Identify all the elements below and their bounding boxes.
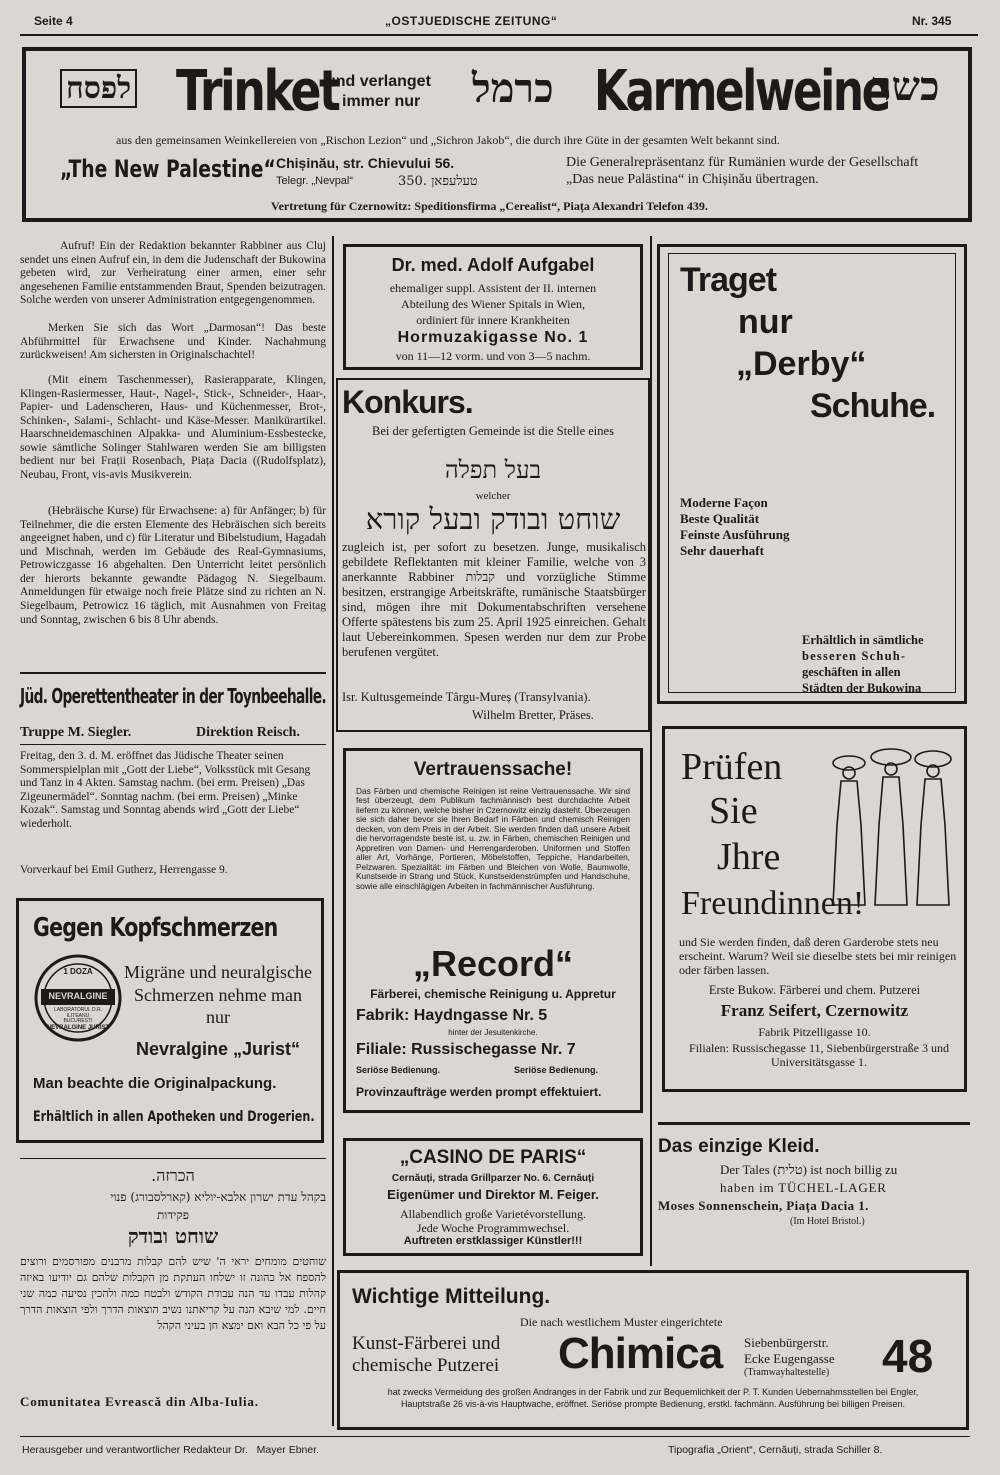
- kleid-l3: Moses Sonnenschein, Piața Dacia 1.: [658, 1198, 869, 1213]
- nevralgine-tin: [33, 953, 123, 1043]
- tin-brand: NEVRALGINE: [48, 991, 108, 1001]
- hebrew-line2: פקידות: [156, 1208, 189, 1222]
- konkurs-title: Konkurs.: [342, 384, 473, 420]
- kurse-paragraph: (Hebräische Kurse) für Erwachsene: a) für Anfänger; b) für Teilnehmer, die die ersten Elemente des Hebräischen sich bereits angeeignet haben, und c) für Literatur und Bibelstudium, Hagadah und Mischnah, werden im Gebäude des Real-Gymnasiums, Petrowiczgasse 16 abgehalten. Den Unterricht leitet persönlich der hierorts bekannte gewandte Pädagog N. Siegelbaum. Anmeldungen für etwaige noch freie Plätze sind zu richten an N. Siegelbaum, Petrowicz 16 täglich, mit Ausnahmen von Freitag und Sonntag, zwischen 6 bis 8 Uhr abends.: [20, 505, 326, 626]
- pruefen-filialen: Filialen: Russischegasse 11, Siebenbürgerstraße 3 und Universitätsgasse 1.: [689, 1041, 949, 1070]
- pruefen-l2: Sie: [709, 790, 758, 832]
- kleid-title: Das einzige Kleid.: [658, 1136, 820, 1157]
- konkurs-intro: Bei der gefertigten Gemeinde ist die Stelle eines: [372, 424, 614, 438]
- comunitatea: Comunitatea Evreascǎ din Alba-Iulia.: [20, 1394, 259, 1409]
- kleid-top-rule: [658, 1122, 970, 1125]
- kopf-beachte: Man beachte die Originalpackung.: [33, 1075, 277, 1092]
- chimica-chem: chemische Putzerei: [352, 1355, 500, 1376]
- footer-rule: [20, 1436, 970, 1437]
- pruefen-l4: Freundinnen!: [681, 885, 865, 922]
- header-rule: [20, 34, 978, 36]
- top-wine-ad: [22, 47, 972, 222]
- casino-line2: Eigenümer und Direktor M. Feiger.: [387, 1187, 599, 1202]
- kopf-title: Gegen Kopfschmerzen: [33, 913, 278, 943]
- und-verlanget: und verlanget: [326, 73, 431, 90]
- operette-truppe: Truppe M. Siegler.: [20, 725, 132, 740]
- konkurs-sign1: Isr. Kultusgemeinde Târgu-Mureș (Transylvania).: [342, 690, 591, 704]
- aufgabel-ad: [343, 244, 643, 370]
- record-ad: [343, 748, 643, 1113]
- derby-f4: Sehr dauerhaft: [680, 543, 764, 558]
- record-sub: Färberei, chemische Reinigung u. Appretur: [370, 987, 616, 1001]
- derby-f2: Beste Qualität: [680, 511, 760, 526]
- pruefen-fabrik: Fabrik Pitzelligasse 10.: [758, 1025, 871, 1039]
- kopf-erhaeltlich: Erhältlich in allen Apotheken und Drogerien.: [33, 1109, 315, 1125]
- column-rule-2: [650, 236, 652, 1266]
- chimica-addr1: Siebenbürgerstr.: [744, 1335, 829, 1350]
- footer-printer: Tipografia „Orient“, Cernăuți, strada Schiller 8.: [668, 1444, 883, 1456]
- chimica-kunst: Kunst-Färberei und: [352, 1333, 501, 1354]
- chimica-addr3: (Tramwayhaltestelle): [744, 1367, 830, 1378]
- heb-carmel: כרמל: [472, 65, 554, 112]
- operette-top-rule: [20, 672, 326, 674]
- casino-line5: Auftreten erstklassiger Künstler!!!: [403, 1235, 583, 1247]
- derby-f1: Moderne Façon: [680, 495, 768, 510]
- generalrepraesentanz: Die Generalrepräsentanz für Rumänien wurde der Gesellschaft „Das neue Palästina“ in Chișinău übertragen.: [566, 155, 919, 187]
- hebrew-body: שוחטים מומחים יראי ה' שיש להם קבלות מרבנים מפורסמים ורוצים להספח אל כהונה זו ישלחו העתקת מן הקבלות שלהם גם יודיעו באיזה קהלות עבדו עד הנה עבודת הקודש ולבטח כמה ולהכין נסיעה כמה שני חיים. למי שיבא הנה על קריאתנו נשיב הוצאות הדרך ולפי הוצאות הדרך על פי כל הבא ואם ימצא חן בעיני הקהל: [20, 1255, 326, 1332]
- aufgabel-title: Dr. med. Adolf Aufgabel: [391, 255, 595, 275]
- darmosan-paragraph: Merken Sie sich das Wort „Darmosan“! Das beste Abführmittel für Erwachsene und Kinder. Nachahmung zurückweisen! Am sichersten in Originalschachtel!: [20, 322, 326, 362]
- chimica-ad: [337, 1270, 969, 1430]
- chisinau-address: Chișinău, str. Chievului 56.: [276, 155, 455, 171]
- aufgabel-l1: ehemaliger suppl. Assistent der II. internen: [389, 281, 597, 295]
- derby-e2: besseren Schuh-: [802, 649, 907, 663]
- record-fabrik-sub: hinter der Jesuitenkirche.: [448, 1028, 538, 1037]
- pruefen-l1: Prüfen: [681, 746, 783, 788]
- chimica-text: hat zwecks Vermeidung des großen Andranges in der Fabrik und zur Bequemlichkeit der P. T. Kunden Uebernahmsstellen bei Engler, Hauptstraße 26 vis-à-vis Hauptwache, eröffnet. Seriöse prompte Bedienung, erstkl. fachmänn. Ausführung bei billigen Preisen.: [387, 1387, 919, 1409]
- derby-f3: Feinste Ausführung: [680, 527, 790, 542]
- tin-sub: LABORATORUL D.R. ILITEANU BUCURESTI: [54, 1007, 102, 1024]
- record-name: „Record“: [412, 943, 574, 984]
- chimica-title: Wichtige Mitteilung.: [352, 1285, 551, 1308]
- aufgabel-l3: ordiniert für innere Krankheiten: [416, 313, 570, 327]
- aufgabel-l2: Abteilung des Wiener Spitals in Wien,: [401, 297, 585, 311]
- casino-line1: Cernăuți, strada Grillparzer No. 6. Cernăuți: [391, 1173, 595, 1184]
- record-seriose1: Seriöse Bedienung.: [356, 1065, 441, 1075]
- page-number: Seite 4: [34, 14, 73, 28]
- chimica-num: 48: [882, 1330, 934, 1382]
- record-title: Vertrauenssache!: [413, 759, 573, 780]
- kopfschmerzen-ad: [16, 898, 324, 1143]
- newspaper-title: „OSTJUEDISCHE ZEITUNG“: [385, 14, 558, 28]
- chimica-name: Chimica: [558, 1329, 723, 1378]
- kleid-l4: (Im Hotel Bristol.): [790, 1216, 865, 1227]
- issue-number: Nr. 345: [912, 14, 952, 28]
- casino-line3: Allabendlich große Varietévorstellung.: [399, 1207, 587, 1221]
- casino-ad: [343, 1138, 643, 1256]
- pruefen-text: und Sie werden finden, daß deren Garderobe stets neu erscheint. Warum? Weil sie dieselbe stets bei mir reinigen oder färben lassen.: [679, 935, 957, 978]
- heb-kosher: כשר: [872, 63, 940, 110]
- konkurs-heb2: שוחט ובודק ובעל קורא: [365, 502, 621, 536]
- vertretung: Vertretung für Czernowitz: Speditionsfirma „Cerealist“, Piața Alexandri Telefon 439.: [271, 199, 708, 213]
- telephone: 350. טעלעפאן: [398, 174, 478, 189]
- pruefen-ad: [662, 726, 967, 1092]
- operette-direktion: Direktion Reisch.: [196, 725, 300, 740]
- record-provinz: Provinzaufträge werden prompt effektuiert.: [356, 1085, 602, 1099]
- pruefen-owner: Franz Seifert, Czernowitz: [720, 1001, 909, 1020]
- wine-origin-line: aus den gemeinsamen Weinkellereien von „Rischon Lezion“ und „Sichron Jakob“, die durch ihre Güte in der gesamten Welt bekannt sind.: [116, 133, 780, 147]
- kopf-product: Nevralgine „Jurist“: [135, 1039, 301, 1059]
- pruefen-firm: Erste Bukow. Färberei und chem. Putzerei: [708, 983, 921, 997]
- kleid-l1: Der Tales (טלית) ist noch billig zu: [720, 1162, 898, 1177]
- operette-mid-rule: [20, 744, 326, 745]
- aufgabel-address: Hormuzakigasse No. 1: [397, 329, 589, 346]
- casino-line4: Jede Woche Programmwechsel.: [416, 1221, 570, 1235]
- kleid-l2: haben im TÜCHEL-LAGER: [720, 1180, 887, 1195]
- telegram: Telegr. „Nevpal“: [276, 175, 354, 187]
- operette-text: Freitag, den 3. d. M. eröffnet das Jüdische Theater seinen Sommerspielplan mit „Gott der Liebe“, Volksstück mit Gesang und Tanz in 4 Akten. Samstag nachm. (bei erm. Preisen) „Das Zigeunermädel“. Sonntag nachm. (bei erm. Preisen) „Minke Kozak“. Samstag und Sonntag abends wird „Gott der Liebe“ wiederholt.: [20, 750, 311, 830]
- derby-e3: geschäften in allen: [802, 665, 901, 679]
- tin-top: 1 DOZA: [63, 967, 93, 976]
- trinket-title: Trinket: [176, 59, 339, 124]
- pruefen-l3: Jhre: [717, 836, 781, 878]
- konkurs-text: zugleich ist, per sofort zu besetzen. Junge, musikalisch gebildete Reflektanten mit kleiner Familie, welche von 3 anerkannte Rabbiner קבלות und vorzügliche Stimme besitzen, erstrangige Arbeitskräfte, rumänische Staatsbürger sind, mögen ihre mit Dokumentabschriften versehene Offerte spätestens bis zum 25. April 1925 einreichen. Gehalt laut Uebereinkommen. Spesen werden nur dem zur Probe berufenen vergütet.: [342, 540, 646, 659]
- karmelweine-title: Karmelweine: [594, 59, 889, 124]
- derby-l4: Schuhe.: [810, 387, 936, 425]
- konkurs-heb1: בעל תפלה: [444, 456, 542, 484]
- derby-inner-frame: [668, 253, 956, 693]
- kopf-text: Migräne und neuralgische Schmerzen nehme man nur: [124, 962, 312, 1027]
- aufgabel-hours: von 11—12 vorm. und von 3—5 nachm.: [395, 349, 591, 363]
- new-palestine: „The New Palestine“: [60, 155, 276, 183]
- derby-l1: Traget: [680, 261, 777, 299]
- messer-paragraph: (Mit einem Taschenmesser), Rasierapparate, Klingen, Klingen-Rasiermesser, Haut-, Nagel-, Stick-, Schneider-, Haar-, Papier- und Ladenscheren, Haus- und Küchenmesser, Brot-, Schinken-, Salami-, Schlacht- und Käse-Messer. Manikürartikel. Haarschneidemaschinen Alpakka- und Aluminium-Essbestecke, sowie sämtliche Solinger Stahlwaren werden Sie am billigsten bedient nur bei Frații Rosenbach, Piața Dacia ((Rudolfsplatz), Neubau, Front, vis-avis Musikverein.: [20, 374, 326, 481]
- footer-publisher: Herausgeber und verantwortlicher Redakteur Dr. Mayer Ebner.: [22, 1444, 320, 1456]
- record-fabrik: Fabrik: Haydngasse Nr. 5: [356, 1007, 548, 1024]
- konkurs-welcher: welcher: [475, 490, 511, 502]
- aufruf-paragraph: Aufruf! Ein der Redaktion bekannter Rabbiner aus Cluj sendet uns einen Aufruf ein, in dem die Judenschaft der Bukowina gebeten wird, zur Verheiratung einer armen, einer sehr angesehenen Familie entstammenden Braut, Spenden beizutragen. Solche werden von unserer Administration entgegengenommen.: [20, 240, 326, 307]
- heb-pesach: לפסח: [60, 69, 137, 108]
- chimica-sub: Die nach westlichem Muster eingerichtete: [520, 1315, 723, 1329]
- tin-bottom: NEVRALGINE JURIST: [46, 1025, 110, 1031]
- ladies-illustration: [825, 745, 957, 909]
- immer-nur: immer nur: [342, 93, 421, 110]
- column-rule-1: [332, 236, 334, 1426]
- derby-l2: nur: [738, 303, 793, 341]
- derby-e4: Städten der Bukowina: [802, 681, 922, 695]
- hebrew-line3: שוחט ובודק: [127, 1224, 219, 1248]
- casino-title: „CASINO DE PARIS“: [399, 1147, 587, 1168]
- hebrew-title: הכרזה.: [151, 1166, 195, 1185]
- hebrew-line1: בקהל עדת ישרון אלבא-יוליא (קארלסבורג) פנוי: [110, 1190, 326, 1204]
- konkurs-ad: [336, 378, 650, 732]
- derby-l3: „Derby“: [736, 345, 867, 383]
- konkurs-sign2: Wilhelm Bretter, Präses.: [472, 708, 594, 722]
- operette-title: Jüd. Operettentheater in der Toynbeehalle.: [20, 684, 326, 708]
- vorverkauf: Vorverkauf bei Emil Gutherz, Herrengasse 9.: [20, 864, 228, 876]
- record-seriose2: Seriöse Bedienung.: [514, 1065, 599, 1075]
- chimica-addr2: Ecke Eugengasse: [744, 1351, 835, 1366]
- hebrew-top-rule: [20, 1158, 326, 1159]
- record-text: Das Färben und chemische Reinigen ist reine Vertrauenssache. Wir sind fest überzeugt, dem Publikum fachmännisch best durchdachte Arbeit liefern zu können, welche bisher in Czernowitz einzig dasteht. Überzeugen sie sich daher bevor sie Ihren Bedarf in Färben und chemisch Reinigen decken, von dem Preis in der Arbeit. Sie werden finden daß unsere Arbeit die hervorragendste beste ist, u. zw. in Färben, chemischen Reinigen und Appretiren von Damen- und Herrengarderoben. Uniformen und Stoffen aller Art, Vorhänge, Portieren, Möbelstoffen, Teppiche, Handarbeiten, Pelzwaren. Spezialität: im Färben und Bleichen von Wolle, Baumwolle, Kunstseide in Strang und Stück, Kunstseidenstrümpfen und Handschuhe, sowie alle einschlägigen Arbeiten in fachmännischer Ausführung.: [356, 786, 630, 891]
- derby-e1: Erhältlich in sämtliche: [802, 633, 924, 647]
- derby-ad: [657, 244, 967, 704]
- record-filiale: Filiale: Russischegasse Nr. 7: [356, 1041, 576, 1058]
